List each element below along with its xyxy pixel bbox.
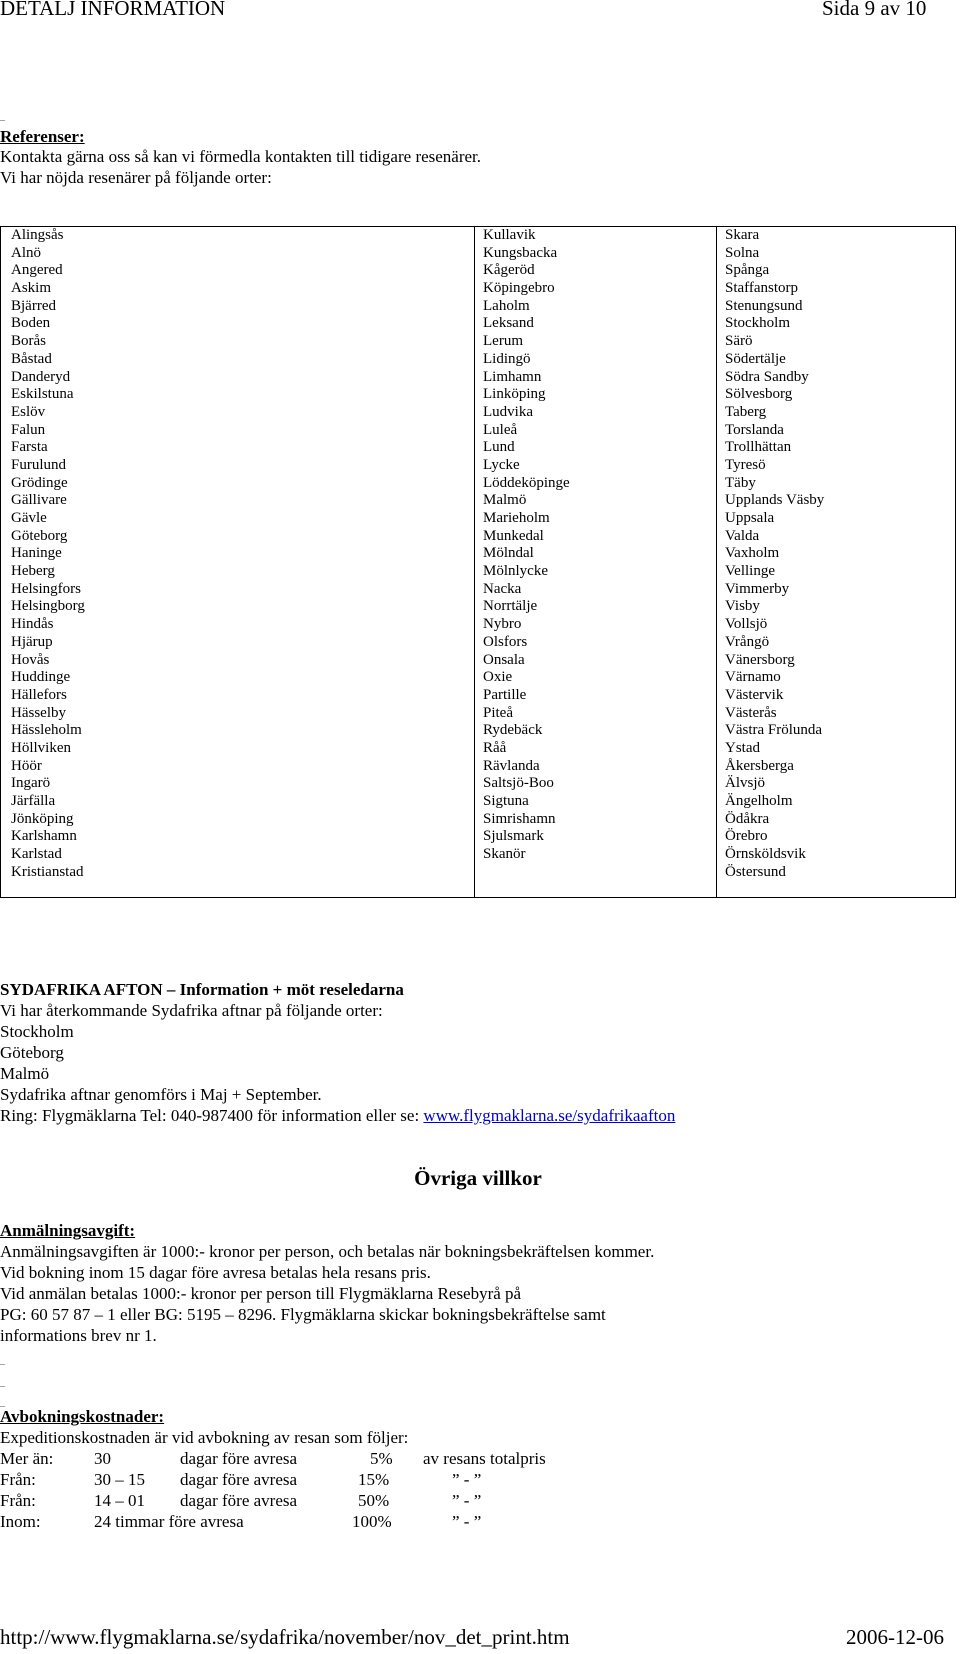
city-item: Danderyd [11, 368, 71, 385]
cities-column-2 [474, 227, 716, 897]
city-item: Västervik [725, 686, 784, 703]
city-item: Borås [11, 333, 46, 350]
cancel-cell-d: 50% [358, 1491, 390, 1510]
cancel-cell-d: 15% [358, 1470, 390, 1489]
city-item: Furulund [11, 456, 67, 473]
city-item: Mölndal [483, 545, 534, 562]
city-item: Bjärred [11, 297, 56, 314]
cancel-cell-a: Från: [0, 1470, 36, 1489]
city-item: Rydebäck [483, 722, 543, 739]
footer-url: http://www.flygmaklarna.se/sydafrika/november/nov_det_print.htm [0, 1625, 570, 1649]
city-item: Boden [11, 315, 51, 332]
city-item: Särö [725, 333, 753, 350]
city-item: Huddinge [11, 669, 71, 686]
cancel-cell-c: dagar före avresa [180, 1449, 298, 1468]
city-item: Löddeköpinge [483, 474, 570, 491]
fee-heading: Anmälningsavgift: [0, 1221, 136, 1240]
city-item: Kristianstad [11, 863, 84, 880]
cities-column-1 [1, 227, 474, 897]
cancel-cell-d: 5% [370, 1449, 393, 1468]
references-line2: Vi har nöjda resenärer på följande orter: [0, 168, 272, 187]
cancel-cell-a: Från: [0, 1491, 36, 1510]
city-item: Lerum [483, 333, 523, 350]
city-item: Kullavik [483, 227, 536, 243]
city-item: Täby [725, 474, 756, 491]
footer-date: 2006-12-06 [846, 1625, 944, 1649]
city-item: Grödinge [11, 474, 68, 491]
city-item: Karlshamn [11, 828, 77, 845]
city-item: Gävle [11, 510, 47, 526]
city-item: Norrtälje [483, 598, 538, 615]
city-item: Simrishamn [483, 810, 556, 827]
city-item: Marieholm [483, 510, 550, 526]
city-item: Falun [11, 421, 46, 438]
afton-when: Sydafrika aftnar genomförs i Maj + September. [0, 1085, 322, 1104]
city-item: Karlstad [11, 846, 62, 863]
city-item: Alingsås [11, 227, 64, 243]
cancel-heading: Avbokningskostnader: [0, 1407, 165, 1426]
afton-city-3: Malmö [0, 1064, 50, 1083]
cities-table [0, 226, 956, 898]
city-item: Solna [725, 244, 760, 261]
city-item: Jönköping [11, 810, 74, 827]
city-item: Piteå [483, 704, 513, 721]
city-item: Vellinge [725, 563, 775, 580]
villkor-heading: Övriga villkor [414, 1166, 542, 1190]
city-item: Sölvesborg [725, 386, 793, 403]
empty-marker: _ [0, 1397, 5, 1408]
city-item: Olsfors [483, 633, 528, 650]
cancel-cell-e: ” - ” [452, 1470, 482, 1489]
city-item: Valda [725, 527, 760, 544]
city-item: Alnö [11, 244, 41, 261]
city-item: Oxie [483, 669, 513, 686]
afton-intro: Vi har återkommande Sydafrika aftnar på följande orter: [0, 1001, 383, 1020]
city-item: Gällivare [11, 492, 67, 509]
city-item: Köpingebro [483, 280, 555, 297]
page-number: Sida 9 av 10 [822, 0, 927, 20]
city-item: Kungsbacka [483, 244, 558, 261]
city-item: Haninge [11, 545, 62, 562]
city-item: Askim [11, 280, 52, 297]
city-item: Mölnlycke [483, 563, 548, 580]
afton-heading: SYDAFRIKA AFTON – Information + möt reseledarna [0, 980, 404, 999]
city-item: Upplands Väsby [725, 492, 825, 509]
city-item: Stockholm [725, 315, 791, 332]
city-item: Östersund [725, 863, 786, 880]
city-item: Luleå [483, 421, 518, 438]
city-item: Skara [725, 227, 760, 243]
afton-city-2: Göteborg [0, 1043, 64, 1062]
city-item: Heberg [11, 563, 55, 580]
cancel-intro: Expeditionskostnaden är vid avbokning av resan som följer: [0, 1428, 409, 1447]
city-item: Angered [11, 262, 63, 279]
city-item: Hindås [11, 616, 54, 633]
city-item: Kågeröd [483, 262, 535, 279]
cancel-cell-c: dagar före avresa [180, 1491, 298, 1510]
city-item: Vänersborg [725, 651, 795, 668]
city-item: Farsta [11, 439, 48, 456]
city-item: Vaxholm [725, 545, 780, 562]
city-item: Värnamo [725, 669, 781, 686]
city-item: Limhamn [483, 368, 542, 385]
city-item: Trollhättan [725, 439, 792, 456]
city-item: Nybro [483, 616, 522, 633]
city-item: Södra Sandby [725, 368, 809, 385]
empty-marker: _ [0, 111, 5, 122]
city-item: Sjulsmark [483, 828, 544, 845]
city-item: Vrångö [725, 633, 770, 650]
city-item: Rävlanda [483, 757, 540, 774]
city-item: Vollsjö [725, 616, 768, 633]
fee-line4: PG: 60 57 87 – 1 eller BG: 5195 – 8296. Flygmäklarna skickar bokningsbekräftelse samt [0, 1305, 606, 1324]
city-item: Saltsjö-Boo [483, 775, 554, 792]
city-item: Visby [725, 598, 760, 615]
city-item: Lidingö [483, 350, 531, 367]
city-item: Västerås [725, 704, 777, 721]
cancel-cell-b: 30 [94, 1449, 111, 1468]
city-item: Hässelby [11, 704, 66, 721]
cancel-cell-b: 30 – 15 [94, 1470, 145, 1489]
city-item: Höör [11, 757, 42, 774]
city-item: Västra Frölunda [725, 722, 823, 739]
afton-ring-text: Ring: Flygmäklarna Tel: 040-987400 för information eller se: [0, 1106, 424, 1125]
city-item: Hovås [11, 651, 50, 668]
city-item: Lund [483, 439, 515, 456]
city-item: Höllviken [11, 739, 71, 756]
fee-line1: Anmälningsavgiften är 1000:- kronor per person, och betalas när bokningsbekräftelsen kommer. [0, 1242, 655, 1261]
city-item: Vimmerby [725, 580, 790, 597]
city-item: Södertälje [725, 350, 786, 367]
city-item: Helsingborg [11, 598, 85, 615]
cancel-cell-e: ” - ” [452, 1512, 482, 1531]
city-item: Järfälla [11, 793, 56, 809]
city-item: Ystad [725, 739, 760, 756]
cancel-cell-a: Mer än: [0, 1449, 54, 1468]
city-item: Staffanstorp [725, 280, 799, 297]
city-item: Malmö [483, 492, 527, 509]
city-item: Partille [483, 686, 527, 703]
city-item: Örebro [725, 828, 768, 845]
city-item: Båstad [11, 350, 52, 367]
empty-marker: _ [0, 1377, 5, 1388]
city-item: Örnsköldsvik [725, 846, 806, 863]
header-title: DETALJ INFORMATION [0, 0, 226, 20]
city-item: Torslanda [725, 421, 784, 438]
city-item: Uppsala [725, 510, 775, 526]
city-item: Råå [483, 739, 507, 756]
city-item: Nacka [483, 580, 522, 597]
city-item: Munkedal [483, 527, 544, 544]
city-item: Spånga [725, 262, 770, 279]
cancel-cell-c: dagar före avresa [180, 1470, 298, 1489]
city-item: Hällefors [11, 686, 67, 703]
cancel-cell-e: ” - ” [452, 1491, 482, 1510]
city-item: Skanör [483, 846, 526, 863]
cancel-cell-e: av resans totalpris [423, 1449, 546, 1468]
city-item: Älvsjö [725, 775, 766, 792]
city-item: Hässleholm [11, 722, 82, 739]
fee-line3: Vid anmälan betalas 1000:- kronor per person till Flygmäklarna Resebyrå på [0, 1284, 522, 1303]
city-item: Ingarö [11, 775, 51, 792]
afton-city-1: Stockholm [0, 1022, 74, 1041]
city-item: Leksand [483, 315, 534, 332]
city-item: Linköping [483, 386, 546, 403]
afton-link[interactable]: www.flygmaklarna.se/sydafrikaafton [423, 1106, 676, 1125]
city-item: Eskilstuna [11, 386, 74, 403]
city-item: Helsingfors [11, 580, 81, 597]
city-item: Ludvika [483, 403, 533, 420]
cancel-cell-b: 14 – 01 [94, 1491, 145, 1510]
city-item: Eslöv [11, 403, 46, 420]
cancel-cell-a: Inom: [0, 1512, 41, 1531]
afton-ring [0, 1105, 675, 1126]
city-item: Sigtuna [483, 793, 529, 809]
city-item: Lycke [483, 456, 520, 473]
city-item: Göteborg [11, 527, 68, 544]
city-item: Tyresö [725, 456, 766, 473]
city-item: Åkersberga [725, 757, 794, 774]
references-line1: Kontakta gärna oss så kan vi förmedla kontakten till tidigare resenärer. [0, 147, 482, 166]
city-item: Taberg [725, 403, 767, 420]
city-item: Onsala [483, 651, 525, 668]
city-item: Ängelholm [725, 793, 793, 809]
city-item: Stenungsund [725, 297, 803, 314]
empty-marker: _ [0, 1355, 5, 1366]
city-item: Ödåkra [725, 810, 770, 827]
city-item: Laholm [483, 297, 530, 314]
references-heading: Referenser: [0, 127, 85, 146]
cancel-cell-b: 24 timmar före avresa [94, 1512, 244, 1531]
fee-line5: informations brev nr 1. [0, 1326, 157, 1345]
city-item: Hjärup [11, 633, 53, 650]
fee-line2: Vid bokning inom 15 dagar före avresa betalas hela resans pris. [0, 1263, 431, 1282]
cities-column-3 [716, 227, 957, 897]
cancel-cell-d: 100% [352, 1512, 392, 1531]
